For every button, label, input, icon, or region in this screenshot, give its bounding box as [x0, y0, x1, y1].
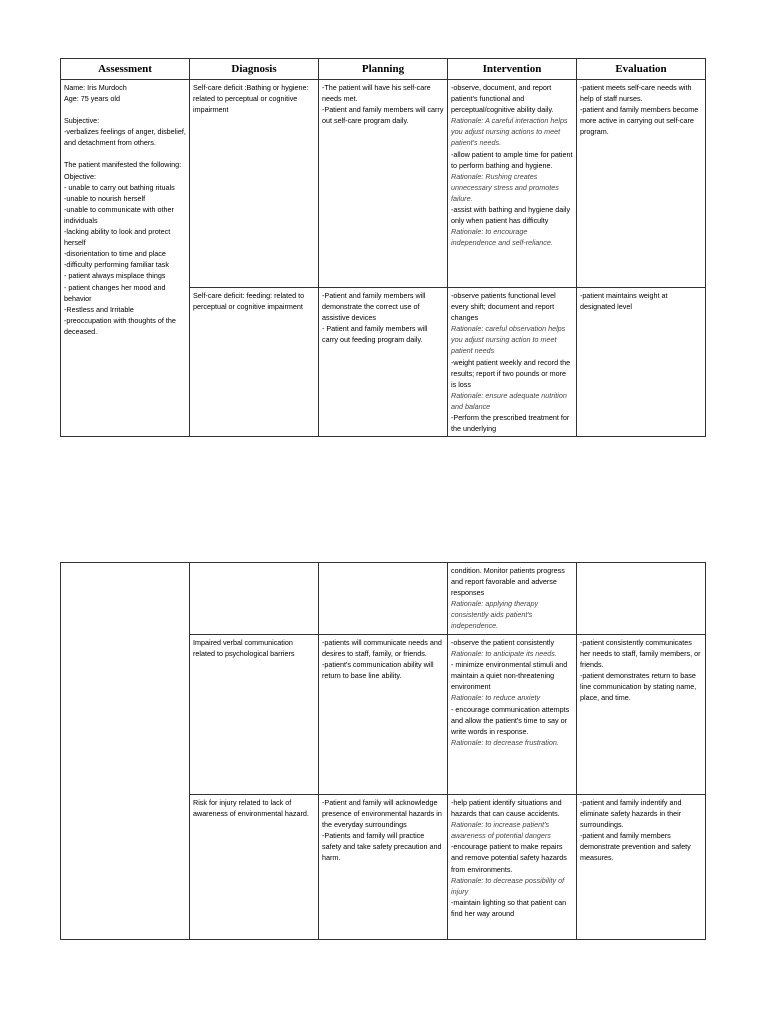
intervention-line: condition. Monitor patients progress and report favorable and adverse responses	[451, 566, 565, 598]
rationale-line: Rationale: careful observation helps you adjust nursing action to meet patient needs	[451, 324, 566, 356]
diagnosis-cell	[190, 635, 319, 795]
intervention-line: -maintain lighting so that patient can find her way around	[451, 897, 567, 918]
planning-cell	[319, 80, 448, 288]
evaluation-line: -patient and family members demonstrate prevention and safety measures.	[580, 831, 691, 863]
assessment-line: -lacking ability to look and protect herself	[64, 227, 171, 248]
care-plan-table-page-1	[60, 58, 706, 437]
planning-line: -Patients and family will practice safety and take safety precaution and harm.	[322, 831, 442, 863]
rationale-line: Rationale: to decrease possibility of injury	[451, 875, 565, 896]
planning-cell	[319, 795, 448, 940]
care-plan-table-page-2	[60, 562, 706, 940]
intervention-line: -weight patient weekly and record the results; report if two pounds or more is loss	[451, 357, 571, 389]
rationale-line: Rationale: to decrease frustration.	[451, 737, 559, 747]
intervention-line: -observe patients functional level every shift; document and report changes	[451, 291, 556, 323]
planning-line: -The patient will have his self-care needs met.	[322, 83, 431, 104]
diagnosis-cell	[190, 795, 319, 940]
intervention-cell	[448, 563, 577, 635]
rationale-line: Rationale: to encourage independence and self-reliance.	[451, 227, 553, 248]
rationale-line: Rationale: applying therapy consistently aids patient's independence.	[451, 599, 539, 631]
evaluation-line: -patient and family members become more active in carrying out self-care program.	[580, 105, 699, 137]
planning-line: -patient's communication ability will return to base line ability.	[322, 660, 434, 681]
evaluation-line: -patient demonstrates return to base line communication by stating name, place, and time.	[580, 671, 697, 703]
intervention-cell	[448, 288, 577, 437]
diagnosis-text: Impaired verbal communication related to psychological barriers	[193, 638, 295, 659]
planning-cell	[319, 635, 448, 795]
diagnosis-cell	[190, 80, 319, 288]
assessment-line: -unable to nourish herself	[64, 193, 146, 203]
intervention-line: -Perform the prescribed treatment for the underlying	[451, 413, 570, 434]
evaluation-line: -patient meets self-care needs with help of staff nurses.	[580, 83, 692, 104]
assessment-objective-heading: Objective:	[64, 171, 96, 181]
assessment-line: -unable to communicate with other individuals	[64, 204, 174, 225]
assessment-line: - unable to carry out bathing rituals	[64, 182, 175, 192]
evaluation-cell	[577, 795, 706, 940]
table-row	[61, 563, 706, 635]
assessment-age: Age: 75 years old	[64, 94, 120, 104]
planning-line: -Patient and family members will carry out self-care program daily.	[322, 105, 444, 126]
intervention-cell	[448, 80, 577, 288]
diagnosis-cell	[190, 563, 319, 635]
planning-line: - Patient and family members will carry out feeding program daily.	[322, 324, 428, 345]
evaluation-line: -patient maintains weight at designated level	[580, 291, 668, 312]
assessment-line: -difficulty performing familiar task	[64, 260, 169, 270]
intervention-line: -assist with bathing and hygiene daily only when patient has difficulty	[451, 205, 571, 226]
rationale-line: Rationale: to anticipate its needs.	[451, 649, 557, 659]
planning-line: -Patient and family members will demonstrate the correct use of assistive devices	[322, 291, 426, 323]
intervention-line: -observe, document, and report patient's functional and perceptual/cognitive ability daily.	[451, 83, 554, 115]
header-diagnosis: Diagnosis	[190, 59, 319, 80]
planning-line: -patients will communicate needs and desires to staff, family, or friends.	[322, 638, 442, 659]
header-intervention: Intervention	[448, 59, 577, 80]
rationale-line: Rationale: to increase patient's awareness of potential dangers	[451, 820, 551, 841]
evaluation-line: -patient consistently communicates her needs to staff, family members, or friends.	[580, 638, 701, 670]
intervention-line: - encourage communication attempts and allow the patient's time to say or write words in response.	[451, 704, 570, 736]
assessment-subjective-heading: Subjective:	[64, 116, 100, 126]
evaluation-cell	[577, 563, 706, 635]
intervention-line: -allow patient to ample time for patient to perform bathing and hygiene.	[451, 149, 573, 170]
intervention-cell	[448, 795, 577, 940]
rationale-line: Rationale: A careful interaction helps you adjust nursing actions to meet patient's needs.	[451, 116, 568, 148]
evaluation-line: -patient and family indentify and eliminate safety hazards in their surroundings.	[580, 798, 682, 830]
assessment-line: The patient manifested the following:	[64, 160, 182, 170]
rationale-line: Rationale: Rushing creates unnecessary stress and promotes failure.	[451, 171, 559, 203]
diagnosis-text: Self-care deficit :Bathing or hygiene: related to perceptual or cognitive impairment	[193, 83, 309, 115]
intervention-cell	[448, 635, 577, 795]
evaluation-cell	[577, 635, 706, 795]
header-row	[61, 59, 706, 80]
assessment-line: - patient always misplace things	[64, 271, 166, 281]
rationale-line: Rationale: ensure adequate nutrition and balance	[451, 390, 567, 411]
header-assessment: Assessment	[61, 59, 190, 80]
diagnosis-text: Risk for injury related to lack of awareness of environmental hazard.	[193, 798, 309, 819]
intervention-line: -help patient identify situations and hazards that can cause accidents.	[451, 798, 562, 819]
header-planning: Planning	[319, 59, 448, 80]
planning-cell	[319, 563, 448, 635]
assessment-name: Name: Iris Murdoch	[64, 83, 127, 92]
planning-cell	[319, 288, 448, 437]
assessment-line: -preoccupation with thoughts of the deceased.	[64, 315, 176, 336]
assessment-line: -disorientation to time and place	[64, 249, 166, 259]
evaluation-cell	[577, 288, 706, 437]
assessment-line: - patient changes her mood and behavior	[64, 282, 166, 303]
header-evaluation: Evaluation	[577, 59, 706, 80]
assessment-line: -verbalizes feelings of anger, disbelief, and detachment from others.	[64, 127, 186, 148]
rationale-line: Rationale: to reduce anxiety	[451, 693, 541, 703]
intervention-line: -observe the patient consistently	[451, 638, 555, 647]
evaluation-cell	[577, 80, 706, 288]
diagnosis-cell	[190, 288, 319, 437]
assessment-cell	[61, 563, 190, 940]
diagnosis-text: Self-care deficit: feeding: related to perceptual or cognitive impairment	[193, 291, 305, 312]
intervention-line: -encourage patient to make repairs and remove potential safety hazards from environments.	[451, 842, 567, 874]
intervention-line: - minimize environmental stimuli and maintain a quiet non-threatening environment	[451, 660, 568, 692]
table-row	[61, 80, 706, 288]
planning-line: -Patient and family will acknowledge presence of environmental hazards in the everyday surroundings	[322, 798, 442, 830]
assessment-line: -Restless and Irritable	[64, 304, 134, 314]
assessment-cell	[61, 80, 190, 437]
